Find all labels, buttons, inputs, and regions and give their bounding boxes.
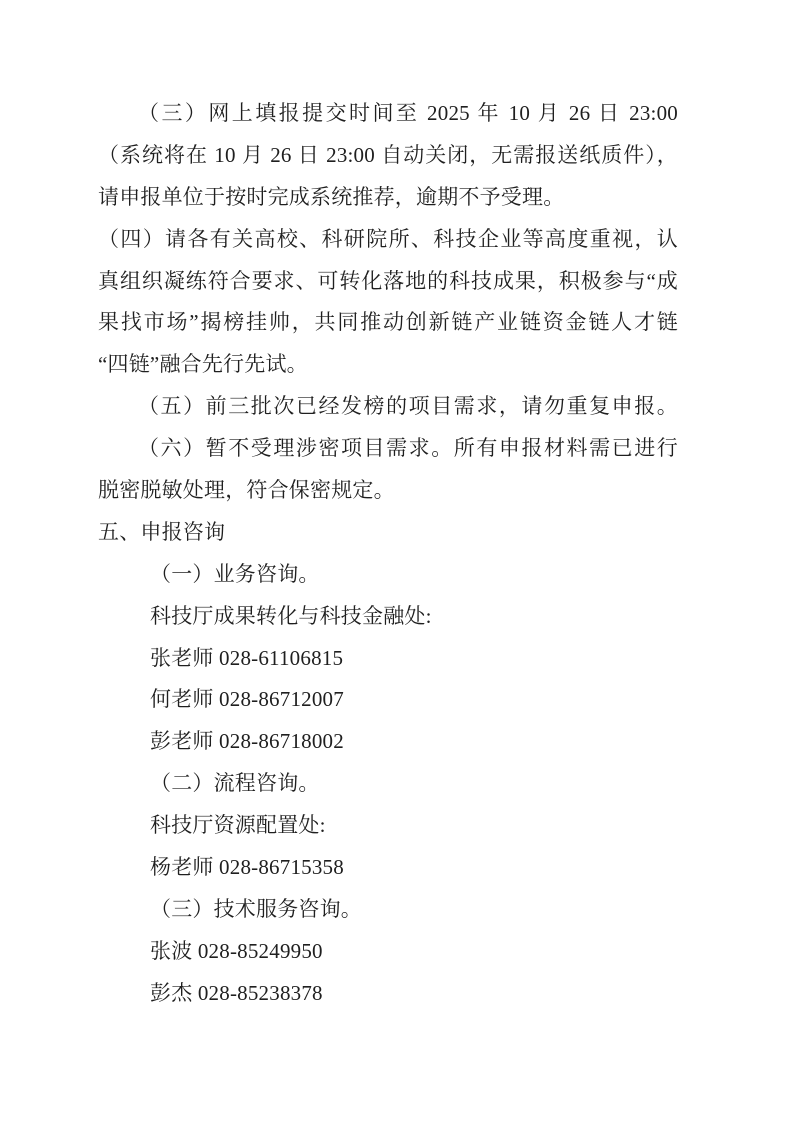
contact-phone-line: 彭杰 028-85238378 (150, 980, 323, 1005)
contact-phone-line: 张老师 028-61106815 (150, 645, 344, 670)
paragraph-3-line-2: （系统将在 10 月 26 日 23:00 自动关闭，无需报送纸质件）， (98, 142, 678, 167)
paragraph-4-line-1: （四）请各有关高校、科研院所、科技企业等高度重视，认 (98, 226, 678, 251)
paragraph-4-line-4: “四链”融合先行先试。 (98, 352, 308, 377)
contact-division-2: 科技厅资源配置处: (150, 813, 326, 838)
subitem-1-heading: （一）业务咨询。 (150, 561, 320, 586)
subitem-2-heading: （二）流程咨询。 (150, 771, 320, 796)
paragraph-4-line-3: 果找市场”揭榜挂帅，共同推动创新链产业链资金链人才链 (98, 310, 678, 335)
contact-phone-line: 张波 028-85249950 (150, 938, 323, 963)
paragraph-3-line-1: （三）网上填报提交时间至 2025 年 10 月 26 日 23:00 (138, 101, 678, 125)
paragraph-4-line-2: 真组织凝练符合要求、可转化落地的科技成果，积极参与“成 (98, 268, 678, 293)
contact-phone-line: 何老师 028-86712007 (150, 687, 344, 712)
contact-division-1: 科技厅成果转化与科技金融处: (150, 603, 432, 628)
paragraph-3-line-3: 请申报单位于按时完成系统推荐，逾期不予受理。 (98, 184, 565, 209)
contact-phone-line: 彭老师 028-86718002 (150, 729, 344, 754)
paragraph-6-line-1: （六）暂不受理涉密项目需求。所有申报材料需已进行 (138, 436, 678, 461)
subitem-3-heading: （三）技术服务咨询。 (150, 896, 362, 921)
paragraph-5-line-1: （五）前三批次已经发榜的项目需求，请勿重复申报。 (138, 394, 678, 419)
section-5-heading: 五、申报咨询 (98, 519, 226, 544)
contact-phone-line: 杨老师 028-86715358 (150, 855, 344, 880)
paragraph-6-line-2: 脱密脱敏处理，符合保密规定。 (98, 478, 395, 503)
document-body (98, 93, 678, 1015)
